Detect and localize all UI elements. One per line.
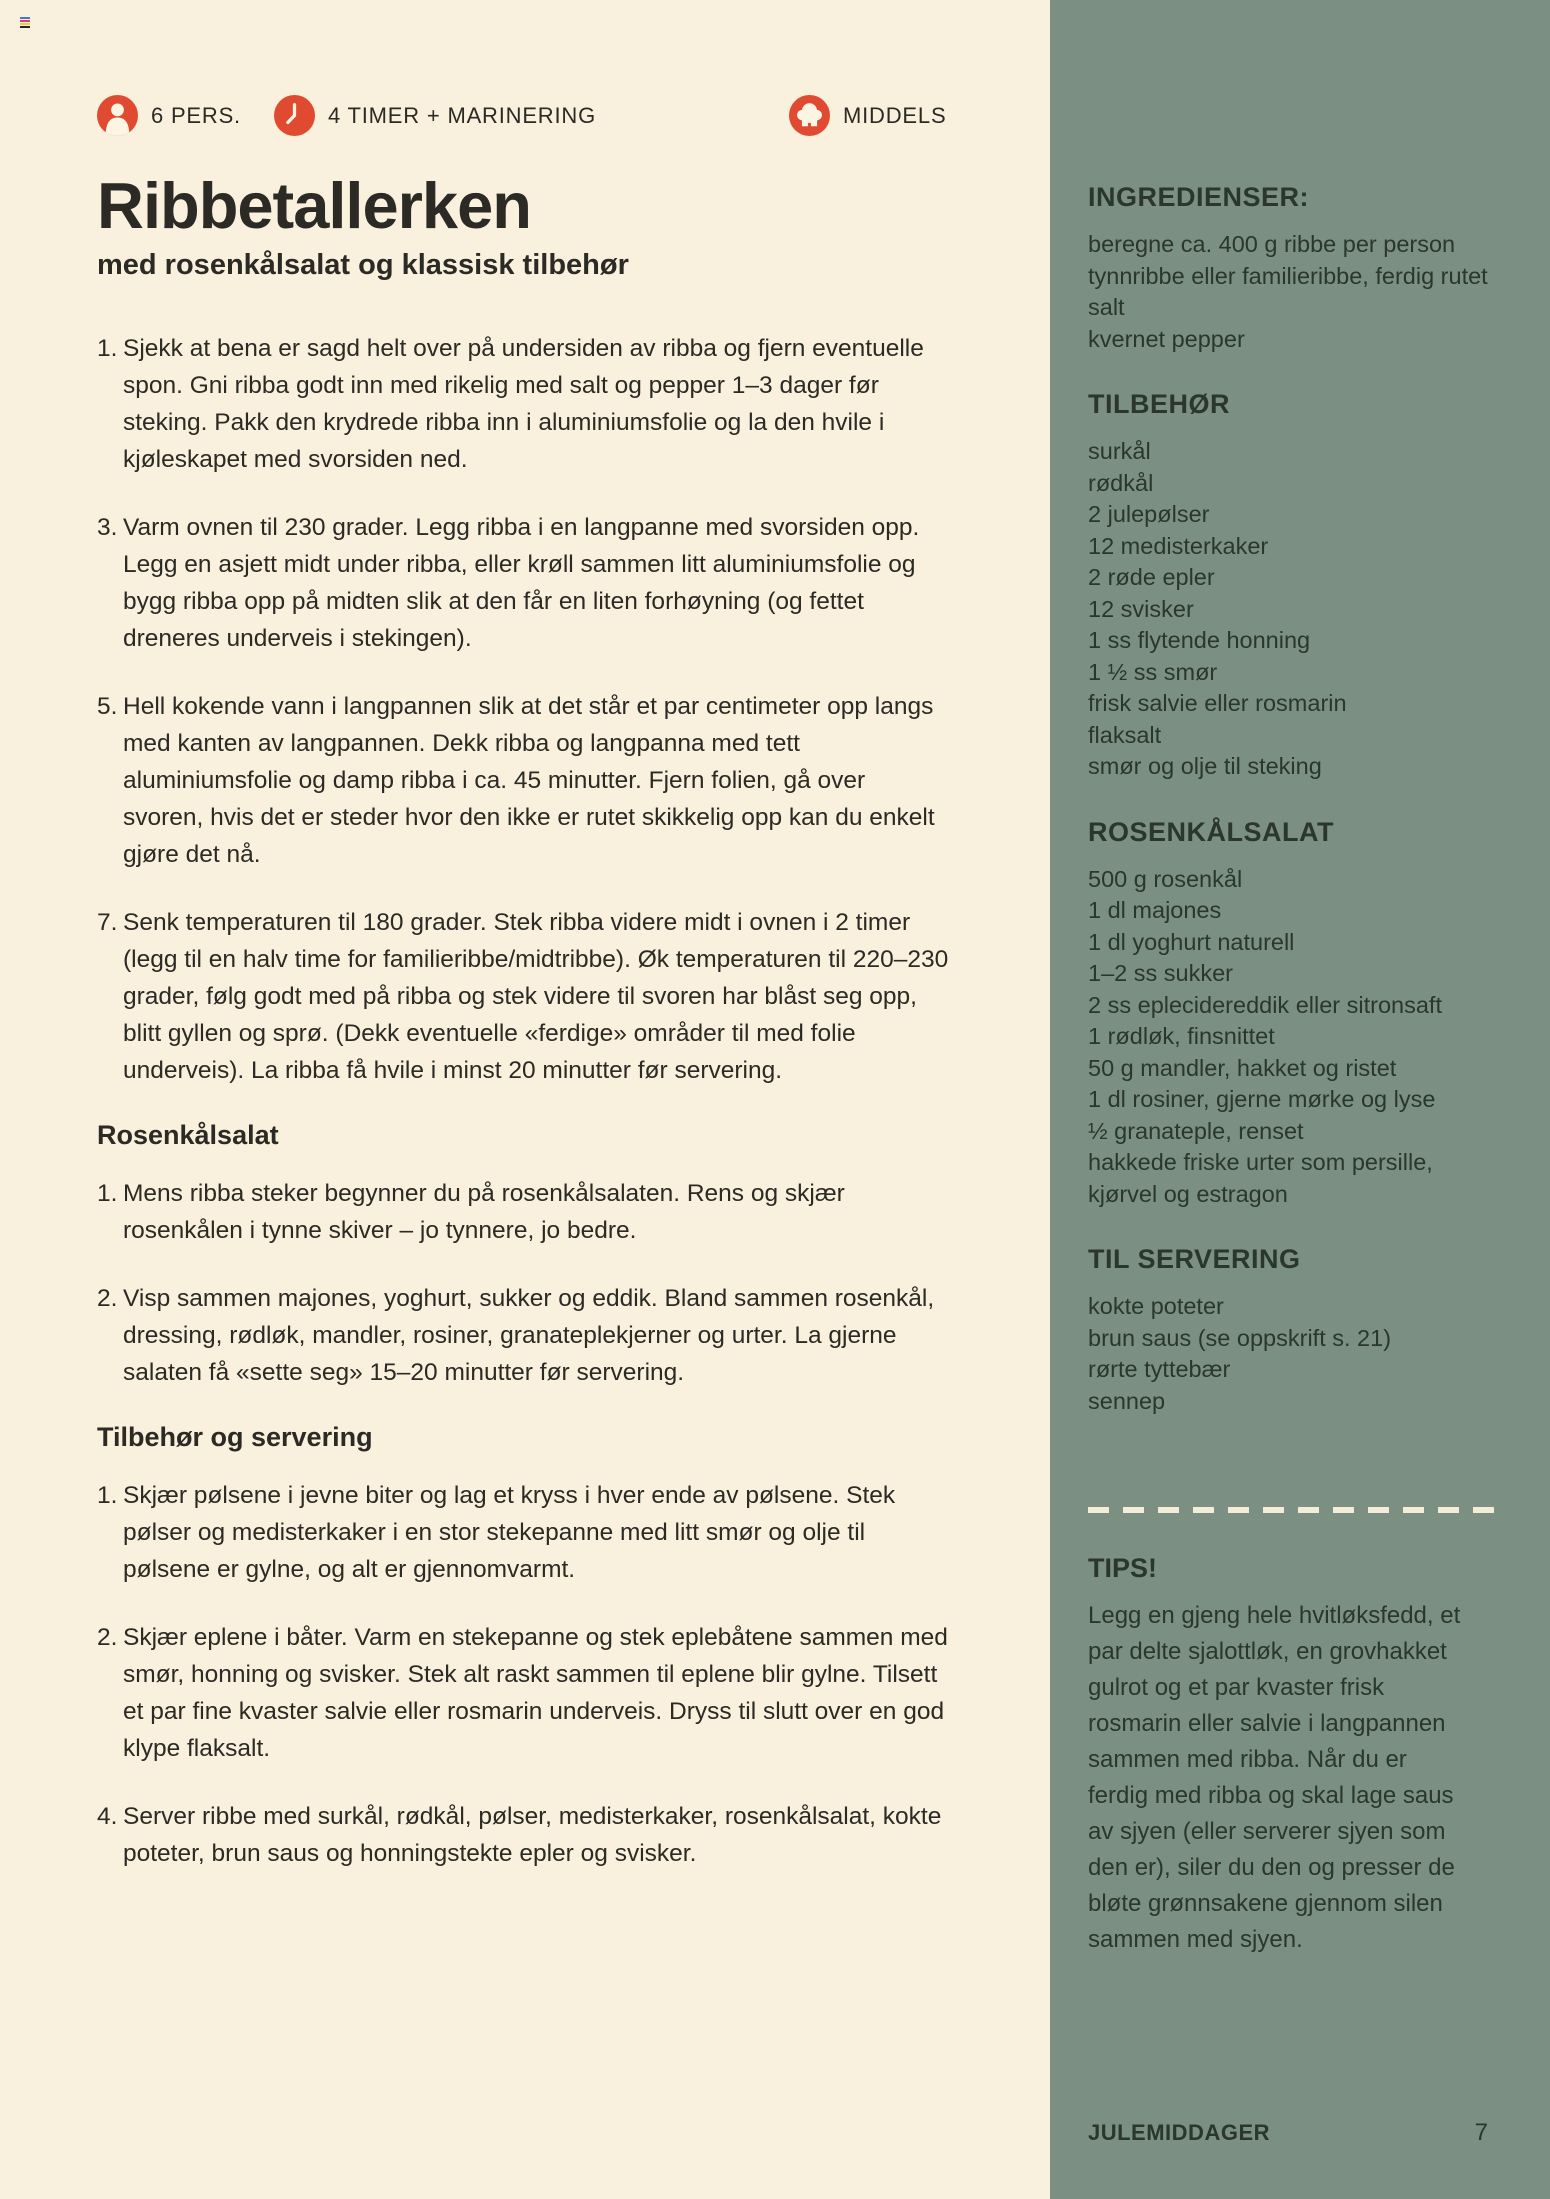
ingredient-item: smør og olje til steking: [1088, 753, 1322, 779]
ingredient-item: ½ granateple, renset: [1088, 1117, 1304, 1144]
step-number: 3.: [97, 514, 118, 542]
ingredient-item: flaksalt: [1088, 721, 1162, 748]
ingredient-item: rødkål: [1088, 469, 1154, 496]
step-text: Senk temperaturen til 180 grader. Stek ribba videre midt i ovnen i 2 timer (legg til en halv time for familieribbe/midtribbe). Øk temperaturen til 220–230 grader, følg godt med på ribba og stek videre til svoren har blåst seg opp, blitt gyllen og sprø. (Dekk eventuelle «ferdige» områder til med folie underveis). La ribba få hvile i minst 20 minutter før servering.: [123, 909, 949, 1085]
ingredient-item: 1 dl majones: [1088, 897, 1222, 923]
section-step: [97, 1619, 952, 1767]
recipe-title: Ribbetallerken: [97, 169, 531, 242]
section-step: [97, 1798, 952, 1872]
meta-difficulty: [789, 95, 946, 136]
ingredient-item: sennep: [1088, 1387, 1166, 1414]
main-steps-list: [97, 330, 952, 1089]
step-number: 1.: [97, 1180, 118, 1208]
sidebar-heading-rosenkalsalat: ROSENKÅLSALAT: [1088, 816, 1334, 847]
ingredient-item: 1 dl yoghurt naturell: [1088, 928, 1295, 955]
ingredient-item: rørte tyttebær: [1088, 1356, 1231, 1382]
ingredient-item: beregne ca. 400 g ribbe per person: [1088, 231, 1456, 257]
ingredient-item: tynnribbe eller familieribbe, ferdig rutet: [1088, 262, 1488, 289]
ingredient-item: salt: [1088, 294, 1125, 320]
step-text: Hell kokende vann i langpannen slik at det står et par centimeter opp langs med kanten av langpannen. Dekk ribba og langpanna med tett aluminiumsfolie og damp ribba i ca. 45 minutter. Fjern folien, gå over svoren, hvis det er steder hvor den ikke er rutet skikkelig opp kan du enkelt gjøre det nå.: [123, 693, 935, 869]
ingredienser-list: [1088, 229, 1495, 355]
tilbehor-list: [1088, 436, 1495, 783]
tips-text: Legg en gjeng hele hvitløksfedd, et par delte sjalottløk, en grovhakket gulrot og et par kvaster frisk rosmarin eller salvie i langpannen sammen med ribba. Når du er ferdig med ribba og skal lage saus av sjyen (eller serverer sjyen som den er), siler du den og presser de bløte grønnsakene gjennom silen sammen med sjyen.: [1088, 1602, 1461, 1953]
main-step: [97, 688, 952, 873]
ingredient-item: surkål: [1088, 438, 1151, 464]
ingredient-item: kvernet pepper: [1088, 325, 1245, 352]
rosenkalsalat-steps-list: [97, 1175, 952, 1391]
main-step: [97, 330, 952, 478]
person-icon: [97, 95, 138, 136]
step-number: 2.: [97, 1624, 118, 1652]
footer-page-number: 7: [1474, 2119, 1488, 2146]
time-label: 4 TIMER + MARINERING: [327, 102, 597, 128]
difficulty-label: MIDDELS: [843, 102, 947, 128]
ingredients-sidebar: [1050, 0, 1550, 2199]
step-text: Server ribbe med surkål, rødkål, pølser, medisterkaker, rosenkålsalat, kokte poteter, brun saus og honningstekte epler og svisker.: [123, 1803, 942, 1868]
step-text: Skjær eplene i båter. Varm en stekepanne og stek eplebåtene sammen med smør, honning og svisker. Stek alt raskt sammen til eplene blir gylne. Tilsett et par fine kvaster salvie eller rosmarin underveis. Dryss til slutt over en god klype flaksalt.: [123, 1624, 948, 1763]
ingredient-item: 1 dl rosiner, gjerne mørke og lyse: [1088, 1086, 1436, 1112]
ingredient-item: 500 g rosenkål: [1088, 865, 1243, 892]
recipe-meta-row: [97, 95, 952, 136]
clock-icon: [274, 95, 315, 136]
ingredient-item: frisk salvie eller rosmarin: [1088, 690, 1347, 716]
step-number: 1.: [97, 335, 118, 363]
ingredient-item: 1 ss flytende honning: [1088, 627, 1311, 653]
section-step: [97, 1280, 952, 1391]
step-text: Visp sammen majones, yoghurt, sukker og eddik. Bland sammen rosenkål, dressing, rødløk, mandler, rosiner, granateplekjerner og urter. La gjerne salaten få «sette seg» 15–20 minutter før servering.: [123, 1285, 935, 1387]
section-heading-tilbehor: Tilbehør og servering: [97, 1422, 373, 1453]
recipe-subtitle: med rosenkålsalat og klassisk tilbehør: [97, 249, 629, 282]
sidebar-heading-til-servering: TIL SERVERING: [1088, 1244, 1301, 1274]
page-footer: [1088, 2119, 1488, 2147]
ingredient-item: 12 svisker: [1088, 595, 1194, 622]
step-text: Sjekk at bena er sagd helt over på undersiden av ribba og fjern eventuelle spon. Gni ribba godt inn med rikelig med salt og pepper 1–3 dager før steking. Pakk den krydrede ribba inn i aluminiumsfolie og la den hvile i kjøleskapet med svorsiden ned.: [123, 335, 924, 474]
chef-hat-icon: [789, 95, 830, 136]
dashed-divider: [1088, 1507, 1495, 1513]
ingredient-item: 2 røde epler: [1088, 564, 1215, 590]
step-number: 1.: [97, 1482, 118, 1510]
main-step: [97, 904, 952, 1089]
rosenkalsalat-list: [1088, 864, 1495, 1211]
section-step: [97, 1175, 952, 1249]
step-text: Mens ribba steker begynner du på rosenkålsalaten. Rens og skjær rosenkålen i tynne skiver – jo tynnere, jo bedre.: [123, 1180, 845, 1245]
ingredient-item: 1–2 ss sukker: [1088, 960, 1233, 986]
step-number: 5.: [97, 693, 118, 721]
ingredient-item: 2 ss eplecidereddik eller sitronsaft: [1088, 991, 1442, 1018]
meta-servings: [97, 95, 241, 136]
ingredient-item: hakkede friske urter som persille, kjørvel og estragon: [1088, 1149, 1433, 1207]
step-number: 7.: [97, 909, 118, 937]
section-heading-rosenkalsalat: Rosenkålsalat: [97, 1120, 279, 1151]
tilbehor-steps-list: [97, 1477, 952, 1872]
step-text: Varm ovnen til 230 grader. Legg ribba i en langpanne med svorsiden opp. Legg en asjett midt under ribba, eller krøll sammen litt aluminiumsfolie og bygg ribba opp på midten slik at den får en liten forhøyning (og fettet dreneres underveis i stekingen).: [123, 514, 920, 653]
servings-label: 6 PERS.: [151, 102, 241, 128]
ingredient-item: 50 g mandler, hakket og ristet: [1088, 1054, 1397, 1081]
sidebar-heading-ingredienser: INGREDIENSER:: [1088, 182, 1310, 212]
tips-heading: TIPS!: [1088, 1553, 1158, 1583]
til-servering-list: [1088, 1291, 1495, 1417]
sidebar-heading-tilbehor: TILBEHØR: [1088, 389, 1230, 419]
ingredient-item: kokte poteter: [1088, 1293, 1224, 1319]
step-number: 4.: [97, 1803, 118, 1831]
step-text: Skjær pølsene i jevne biter og lag et kryss i hver ende av pølsene. Stek pølser og medisterkaker i en stor stekepanne med litt smør og olje til pølsene er gylne, og alt er gjennomvarmt.: [123, 1482, 896, 1584]
main-step: [97, 509, 952, 657]
print-registration-mark: [20, 17, 30, 29]
ingredient-item: 12 medisterkaker: [1088, 532, 1269, 559]
ingredient-item: 2 julepølser: [1088, 501, 1210, 527]
ingredient-item: 1 ½ ss smør: [1088, 658, 1218, 685]
meta-time: [274, 95, 596, 136]
step-number: 2.: [97, 1285, 118, 1313]
footer-chapter-label: JULEMIDDAGER: [1088, 2120, 1271, 2145]
section-step: [97, 1477, 952, 1588]
ingredient-item: brun saus (se oppskrift s. 21): [1088, 1324, 1392, 1351]
ingredient-item: 1 rødløk, finsnittet: [1088, 1023, 1275, 1049]
